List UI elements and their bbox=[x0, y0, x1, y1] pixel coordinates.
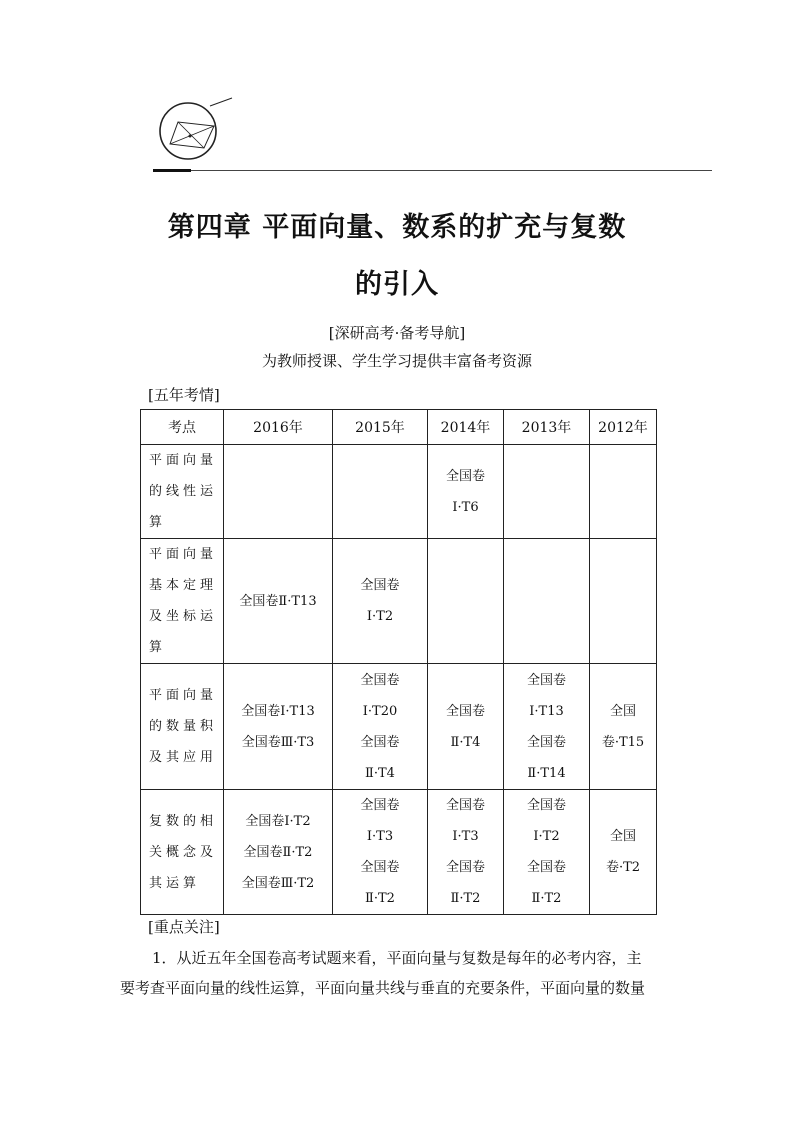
exam-cell-line: 全国卷Ⅰ·T2 bbox=[245, 813, 311, 829]
header-rule-accent bbox=[153, 169, 191, 172]
exam-cell-line: Ⅱ·T2 bbox=[450, 891, 481, 906]
exam-cell-line: Ⅱ·T4 bbox=[365, 765, 395, 781]
topic-cell bbox=[141, 539, 224, 664]
exam-cell-line: 全国卷 bbox=[526, 672, 566, 688]
topic-cell bbox=[141, 445, 224, 539]
exam-cell bbox=[504, 664, 590, 790]
nav-heading: [深研高考·备考导航] bbox=[328, 324, 466, 342]
topic-line: 算 bbox=[149, 515, 167, 530]
exam-cell bbox=[333, 664, 428, 790]
exam-cell-line: 全国卷Ⅲ·T3 bbox=[241, 734, 315, 750]
topic-line: 平面向量 bbox=[149, 688, 218, 703]
section-key-focus-label: [重点关注] bbox=[148, 918, 220, 936]
paragraph-line-1: 1．从近五年全国卷高考试题来看，平面向量与复数是每年的必考内容，主 bbox=[152, 949, 642, 967]
exam-cell-line: 全国卷 bbox=[445, 468, 485, 484]
topic-line: 及其应用 bbox=[149, 750, 218, 765]
header-topic: 考点 bbox=[141, 410, 224, 445]
exam-stats-table bbox=[140, 409, 657, 915]
topic-line: 算 bbox=[149, 640, 167, 655]
exam-cell bbox=[428, 664, 504, 790]
exam-cell-line: Ⅱ·T2 bbox=[365, 891, 395, 906]
table-row bbox=[141, 664, 657, 790]
topic-cell bbox=[141, 790, 224, 915]
exam-cell bbox=[504, 539, 590, 664]
exam-cell-line: 全国卷 bbox=[360, 578, 400, 593]
exam-cell-line: 全国卷 bbox=[445, 703, 485, 719]
exam-cell-line: 全国 bbox=[609, 703, 636, 719]
exam-cell-line: 卷·T2 bbox=[605, 860, 641, 875]
exam-cell-line: Ⅱ·T2 bbox=[531, 891, 562, 906]
exam-cell bbox=[590, 664, 657, 790]
exam-cell bbox=[333, 539, 428, 664]
exam-cell-line: Ⅰ·T13 bbox=[529, 703, 564, 719]
table-row bbox=[141, 445, 657, 539]
topic-line: 关概念及 bbox=[149, 844, 218, 860]
exam-cell-line: 全国卷 bbox=[360, 672, 400, 688]
exam-cell bbox=[224, 664, 333, 790]
table-header-row bbox=[141, 410, 657, 445]
exam-cell-line: Ⅰ·T3 bbox=[366, 829, 394, 844]
exam-cell-line: 全国卷Ⅱ·T13 bbox=[239, 593, 317, 609]
exam-cell-line: 卷·T15 bbox=[601, 734, 645, 750]
topic-cell bbox=[141, 664, 224, 790]
chapter-title-line-1: 第四章 平面向量、数系的扩充与复数 bbox=[167, 212, 627, 243]
header-year-2012: 2012年 bbox=[590, 410, 657, 445]
nav-subtitle: 为教师授课、学生学习提供丰富备考资源 bbox=[261, 352, 532, 370]
exam-cell-line: 全国卷 bbox=[445, 798, 485, 813]
exam-cell-line: 全国卷 bbox=[360, 798, 400, 813]
header-year-2015: 2015年 bbox=[333, 410, 428, 445]
exam-cell bbox=[333, 445, 428, 539]
exam-cell bbox=[504, 790, 590, 915]
header-year-2013: 2013年 bbox=[504, 410, 590, 445]
exam-cell-line: Ⅱ·T14 bbox=[527, 765, 566, 781]
exam-cell bbox=[428, 539, 504, 664]
exam-cell bbox=[224, 790, 333, 915]
exam-cell bbox=[224, 445, 333, 539]
topic-line: 基本定理 bbox=[149, 578, 218, 593]
exam-cell-line: Ⅰ·T20 bbox=[362, 703, 398, 719]
header-rule bbox=[155, 170, 712, 171]
exam-cell-line: 全国卷 bbox=[360, 734, 400, 750]
exam-cell bbox=[224, 539, 333, 664]
topic-line: 复数的相 bbox=[149, 813, 218, 829]
exam-cell-line: 全国卷 bbox=[445, 860, 485, 875]
exam-cell bbox=[428, 790, 504, 915]
exam-cell-line: 全国卷 bbox=[526, 798, 566, 813]
exam-cell-line: 全国卷Ⅱ·T2 bbox=[243, 844, 313, 860]
topic-line: 的线性运 bbox=[149, 484, 218, 499]
exam-cell-line: 全国卷 bbox=[526, 734, 566, 750]
exam-cell bbox=[504, 445, 590, 539]
topic-line: 平面向量 bbox=[149, 453, 218, 468]
topic-line: 的数量积 bbox=[149, 719, 218, 734]
topic-line: 及坐标运 bbox=[149, 609, 218, 624]
exam-cell-line: Ⅰ·T2 bbox=[533, 829, 560, 844]
topic-line: 其运算 bbox=[149, 875, 201, 891]
chapter-title-line-2: 的引入 bbox=[355, 269, 439, 300]
table-row bbox=[141, 790, 657, 915]
exam-cell-line: 全国卷 bbox=[526, 860, 566, 875]
header-year-2014: 2014年 bbox=[428, 410, 504, 445]
exam-cell-line: Ⅰ·T2 bbox=[366, 609, 394, 624]
exam-cell-line: 全国 bbox=[609, 829, 636, 844]
exam-cell bbox=[590, 539, 657, 664]
exam-cell-line: Ⅰ·T3 bbox=[452, 829, 479, 844]
exam-cell bbox=[333, 790, 428, 915]
exam-cell-line: 全国卷Ⅰ·T13 bbox=[241, 703, 315, 719]
chapter-logo bbox=[148, 96, 238, 176]
paragraph-line-2: 要考查平面向量的线性运算，平面向量共线与垂直的充要条件，平面向量的数量 bbox=[120, 979, 646, 997]
exam-cell-line: 全国卷Ⅲ·T2 bbox=[241, 875, 315, 891]
table-row bbox=[141, 539, 657, 664]
topic-line: 平面向量 bbox=[149, 547, 218, 562]
exam-cell bbox=[590, 790, 657, 915]
exam-cell bbox=[428, 445, 504, 539]
exam-cell-line: Ⅱ·T4 bbox=[450, 734, 481, 750]
exam-cell-line: 全国卷 bbox=[360, 860, 400, 875]
exam-cell bbox=[590, 445, 657, 539]
exam-cell-line: Ⅰ·T6 bbox=[452, 499, 479, 515]
section-five-years-label: [五年考情] bbox=[148, 386, 220, 404]
header-year-2016: 2016年 bbox=[224, 410, 333, 445]
